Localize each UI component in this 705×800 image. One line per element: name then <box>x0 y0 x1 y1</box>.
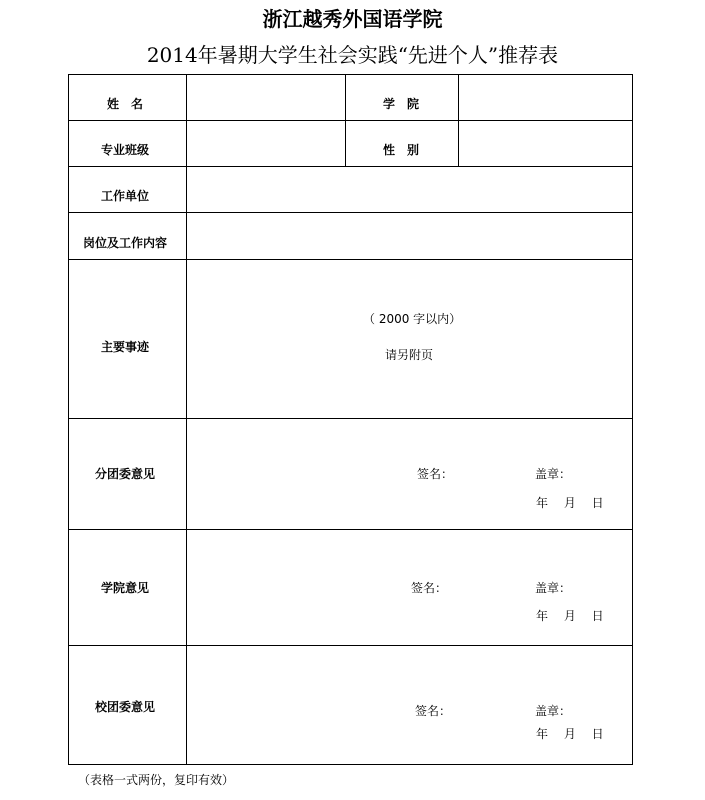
row-divider <box>69 166 632 167</box>
row-divider <box>69 418 632 419</box>
college-label: 学 院 <box>383 97 420 111</box>
footer-note: （表格一式两份，复印有效） <box>78 773 235 787</box>
column-divider <box>458 75 459 166</box>
seal-label: 盖章： <box>535 704 572 718</box>
attach-hint: 请另附页 <box>385 348 434 362</box>
signature-label: 签名： <box>417 467 454 481</box>
column-divider <box>186 75 187 764</box>
signature-label: 签名： <box>415 704 452 718</box>
position-label: 岗位及工作内容 <box>83 236 168 250</box>
date-line: 年 月 日 <box>536 496 604 510</box>
branch-opinion-label: 分团委意见 <box>95 467 156 481</box>
name-label: 姓 名 <box>107 97 144 111</box>
college-opinion-label: 学院意见 <box>101 581 150 595</box>
column-divider <box>345 75 346 166</box>
form-title: 2014年暑期大学生社会实践“先进个人”推荐表 <box>146 43 559 67</box>
main-deeds-label: 主要事迹 <box>101 340 150 354</box>
row-divider <box>69 259 632 260</box>
row-divider <box>69 212 632 213</box>
seal-label: 盖章： <box>535 581 572 595</box>
row-divider <box>69 645 632 646</box>
date-line: 年 月 日 <box>536 727 604 741</box>
school-opinion-label: 校团委意见 <box>95 700 156 714</box>
row-divider <box>69 529 632 530</box>
gender-label: 性 别 <box>383 143 420 157</box>
major-class-label: 专业班级 <box>101 143 150 157</box>
work-unit-label: 工作单位 <box>101 189 150 203</box>
date-line: 年 月 日 <box>536 609 604 623</box>
seal-label: 盖章： <box>535 467 572 481</box>
recommendation-form-table <box>68 74 633 765</box>
signature-label: 签名： <box>411 581 448 595</box>
word-limit-hint: （ 2000 字以内） <box>363 312 462 326</box>
school-title: 浙江越秀外国语学院 <box>262 7 443 31</box>
row-divider <box>69 120 632 121</box>
